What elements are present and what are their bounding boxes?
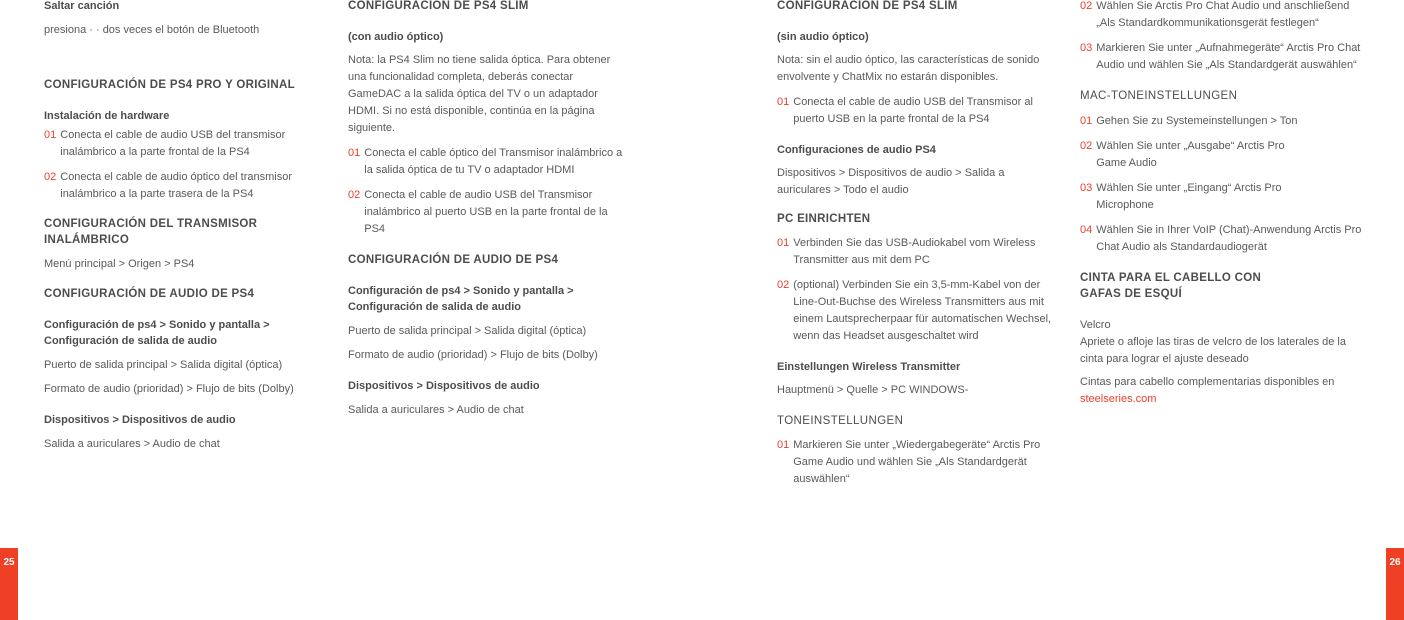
audio-config-title: CONFIGURACIÓN DE AUDIO DE PS4 [44,288,255,300]
step-item [1080,113,1362,130]
step-number: 01 [348,147,361,159]
step-item [777,277,1059,345]
audio-line-2: Formato de audio (prioridad) > Flujo de bits (Dolby) [44,383,294,395]
step-text: Wählen Sie Arctis Pro Chat Audio und anschließend „Als Standardkommunikationsgerät festlegen“ [1096,0,1350,29]
step-text: Gehen Sie zu Systemeinstellungen > Ton [1096,115,1298,127]
wireless-title: CONFIGURACIÓN DEL TRANSMISOR INALÁMBRICO [44,218,258,246]
devices-title: Dispositivos > Dispositivos de audio [348,380,540,392]
step-text: Wählen Sie unter „Ausgabe“ Arctis Pro Game Audio [1096,140,1285,169]
wireless-transmitter-title: Einstellungen Wireless Transmitter [777,361,961,373]
page-number-right: 26 [1386,548,1404,620]
audio-line-1: Puerto de salida principal > Salida digital (óptica) [44,359,283,371]
step-number: 04 [1080,224,1093,236]
audio-config-sub: Configuración de ps4 > Sonido y pantalla > Configuración de salida de audio [44,319,270,347]
step-number: 01 [777,96,790,108]
pc-setup-title: PC EINRICHTEN [777,213,871,225]
wireless-transmitter-text: Hauptmenü > Quelle > PC WINDOWS- [777,384,969,396]
extra-bands-label: Cintas para cabello complementarias disponibles en [1080,376,1335,388]
step-number: 01 [777,439,790,451]
column-2 [348,0,628,419]
step-text: Markieren Sie unter „Aufnahmegeräte“ Arctis Pro Chat Audio und wählen Sie „Als Standardgerät auswählen“ [1096,42,1361,71]
step-number: 02 [1080,0,1093,12]
hardware-steps [44,127,316,203]
step-item [777,235,1059,269]
step-item [1080,138,1362,172]
column-3 [777,0,1059,488]
ps4-slim-title: CONFIGURACIÓN DE PS4 SLIM [348,0,529,12]
step-text: (optional) Verbinden Sie ein 3,5-mm-Kabel von der Line-Out-Buchse des Wireless Transmitters aus mit einem Lautsprecherpaar für automatischen Wechsel, wenn das Headset ausgeschaltet wird [793,279,1052,342]
audio-config-sub: Configuración de ps4 > Sonido y pantalla > Configuración de salida de audio [348,285,574,313]
step-item [1080,0,1362,32]
step-text: Conecta el cable de audio USB del Transmisor al puerto USB en la parte frontal de la PS4 [793,96,1033,125]
step-item [44,127,316,161]
skip-song-text: presiona · · dos veces el botón de Bluetooth [44,24,260,36]
ps4-slim-note: Nota: sin el audio óptico, las características de sonido envolvente y ChatMix no estarán disponibles. [777,54,1040,83]
ps4-slim-sub: (sin audio óptico) [777,31,869,43]
step-item [777,437,1059,488]
step-number: 01 [777,237,790,249]
step-number: 01 [1080,115,1093,127]
step-text: Wählen Sie in Ihrer VoIP (Chat)-Anwendung Arctis Pro Chat Audio als Standardaudiogerät [1096,224,1362,253]
step-number: 03 [1080,182,1093,194]
step-number: 03 [1080,42,1093,54]
tone-settings-title: TONEINSTELLUNGEN [777,415,904,427]
step-text: Conecta el cable de audio óptico del transmisor inalámbrico a la parte trasera de la PS4 [60,171,292,200]
devices-title: Dispositivos > Dispositivos de audio [44,414,236,426]
devices-text: Salida a auriculares > Audio de chat [348,404,524,416]
ps4-audio-title: Configuraciones de audio PS4 [777,144,936,156]
step-number: 01 [44,129,57,141]
page-number-left: 25 [0,548,18,620]
steelseries-link[interactable]: steelseries.com [1080,393,1157,405]
step-item [348,145,628,179]
velcro-label: Velcro [1080,319,1111,331]
step-item [1080,222,1362,256]
step-item [1080,180,1362,214]
devices-text: Salida a auriculares > Audio de chat [44,438,220,450]
step-text: Wählen Sie unter „Eingang“ Arctis Pro Microphone [1096,182,1282,211]
step-text: Markieren Sie unter „Wiedergabegeräte“ Arctis Pro Game Audio und wählen Sie „Als Standardgerät auswählen“ [793,439,1041,485]
step-item [44,169,316,203]
column-1 [44,0,316,453]
headband-title: CINTA PARA EL CABELLO CON GAFAS DE ESQUÍ [1080,272,1262,300]
step-number: 02 [44,171,57,183]
step-text: Conecta el cable de audio USB del transmisor inalámbrico a la parte frontal de la PS4 [60,129,286,158]
step-item [348,187,628,238]
step-item [1080,40,1362,74]
step-text: Conecta el cable de audio USB del Transmisor inalámbrico al puerto USB en la parte frontal de la PS4 [364,189,608,235]
step-text: Conecta el cable óptico del Transmisor inalámbrico a la salida óptica de tu TV o adaptador HDMI [364,147,623,176]
hardware-title: Instalación de hardware [44,110,170,122]
step-item [777,94,1059,128]
step-text: Verbinden Sie das USB-Audiokabel vom Wireless Transmitter aus mit dem PC [793,237,1036,266]
column-4 [1080,0,1362,408]
ps4-pro-title: CONFIGURACIÓN DE PS4 PRO Y ORIGINAL [44,79,295,91]
audio-config-title: CONFIGURACIÓN DE AUDIO DE PS4 [348,254,559,266]
audio-line-1: Puerto de salida principal > Salida digital (óptica) [348,325,587,337]
ps4-audio-text: Dispositivos > Dispositivos de audio > Salida a auriculares > Todo el audio [777,167,1005,196]
ps4-slim-title: CONFIGURACIÓN DE PS4 SLIM [777,0,958,12]
wireless-text: Menú principal > Origen > PS4 [44,258,195,270]
step-number: 02 [348,189,361,201]
ps4-slim-note: Nota: la PS4 Slim no tiene salida óptica. Para obtener una funcionalidad completa, deberás conectar GameDAC a la salida óptica del TV o un adaptador HDMI. Si no está disponible, continúa en la página siguiente. [348,54,611,134]
skip-song-title: Saltar canción [44,0,120,12]
step-number: 02 [1080,140,1093,152]
extra-bands-text [1080,374,1362,408]
mac-tone-title: MAC-TONEINSTELLUNGEN [1080,90,1238,102]
ps4-slim-sub: (con audio óptico) [348,31,444,43]
step-number: 02 [777,279,790,291]
velcro-text: Apriete o afloje las tiras de velcro de los laterales de la cinta para lograr el ajuste deseado [1080,336,1346,365]
audio-line-2: Formato de audio (prioridad) > Flujo de bits (Dolby) [348,349,598,361]
